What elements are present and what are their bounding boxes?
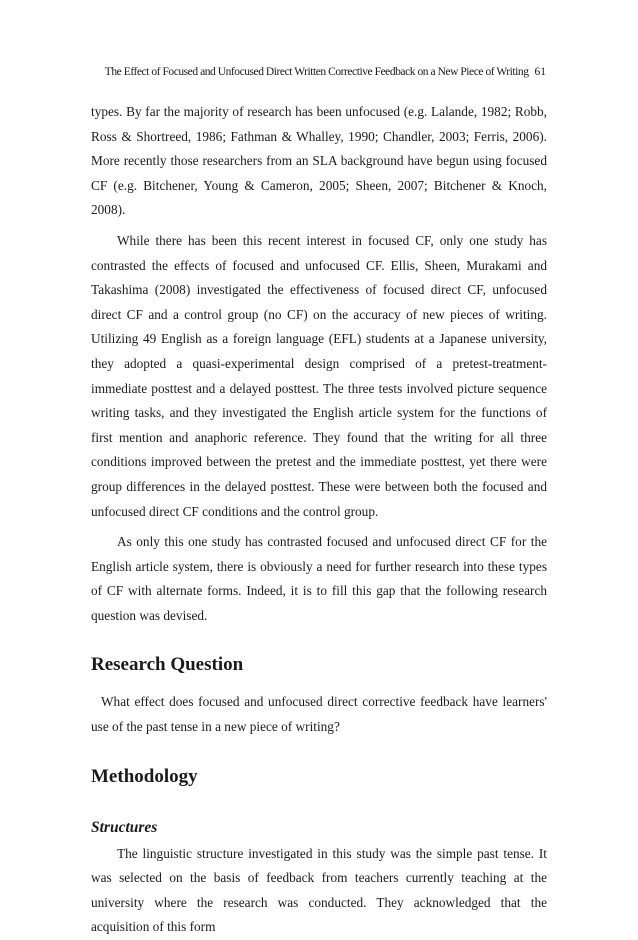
research-question-text: What effect does focused and unfocused direct corrective feedback have learners' use of the past tense in a new piece of writing? (91, 694, 547, 735)
paragraph-research-gap: As only this one study has contrasted focused and unfocused direct CF for the English article system, there is obviously a need for further research into these types of CF with alternate forms. Indeed, it is to fill this gap that the following research question was devised. (91, 534, 547, 623)
structures-subheading: Structures (91, 818, 158, 836)
running-title: The Effect of Focused and Unfocused Direct Written Corrective Feedback on a New Piece of Writing (104, 66, 529, 78)
page-number: 61 (534, 66, 546, 78)
paragraph-continuation: types. By far the majority of research has been unfocused (e.g. Lalande, 1982; Robb, Ross & Shortreed, 1986; Fathman & Whalley, 1990; Chandler, 2003; Ferris, 2006). More recently those researchers from an SLA background have begun using focused CF (e.g. Bitchener, Young & Cameron, 2005; Sheen, 2007; Bitchener & Knoch, 2008). (91, 104, 547, 218)
main-content (91, 100, 547, 940)
research-question-heading: Research Question (91, 654, 244, 676)
paragraph-structures: The linguistic structure investigated in this study was the simple past tense. It was selected on the basis of feedback from teachers currently teaching at the university where the research was conducted. They acknowledged that the acquisition of this form (91, 845, 547, 935)
running-header (92, 66, 546, 78)
paragraph-prior-study: While there has been this recent interest in focused CF, only one study has contrasted the effects of focused and unfocused CF. Ellis, Sheen, Murakami and Takashima (2008) investigated the effectiveness of focused direct CF, unfocused direct CF and a control group (no CF) on the accuracy of new pieces of writing. Utilizing 49 English as a foreign language (EFL) students at a Japanese university, they adopted a quasi-experimental design comprised of a pretest-treatment-immediate posttest and a delayed posttest. The three tests involved picture sequence writing tasks, and they investigated the English article system for the functions of first mention and anaphoric reference. They found that the writing for all three conditions improved between the pretest and the immediate posttest, yet there were group differences in the delayed posttest. These were between both the focused and unfocused direct CF conditions and the control group. (91, 232, 547, 519)
methodology-heading: Methodology (91, 765, 198, 787)
